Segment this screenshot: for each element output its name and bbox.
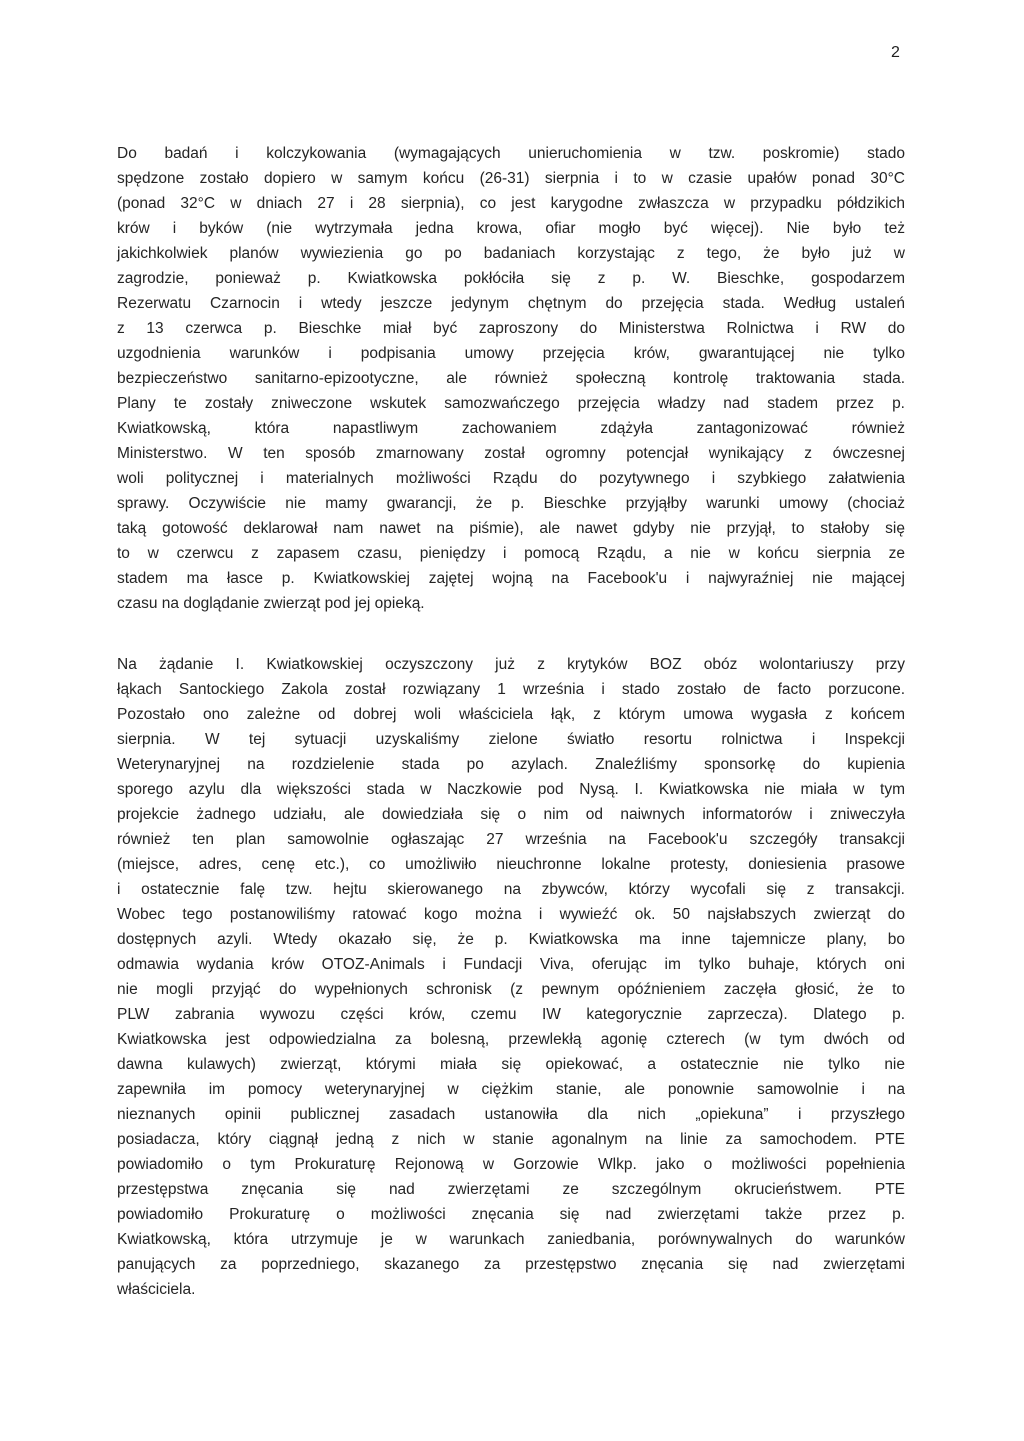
text-line: Ministerstwo. W ten sposób zmarnowany został ogromny potencjał wynikający z ówczesnej [117, 445, 905, 462]
text-line: Pozostało ono zależne od dobrej woli właściciela łąk, z którym umowa wygasła z końcem [117, 706, 905, 723]
page-number: 2 [891, 44, 901, 61]
text-line: również ten plan samowolnie ogłaszając 27 września na Facebook'u szczegóły transakcji [117, 831, 905, 848]
text-line: woli politycznej i materialnych możliwości Rządu do pozytywnego i szybkiego załatwienia [117, 470, 905, 487]
text-line: jakichkolwiek planów wywiezienia go po badaniach korzystając z tego, że było już w [117, 245, 905, 262]
text-line: sprawy. Oczywiście nie mamy gwarancji, że p. Bieschke przyjąłby warunki umowy (chociaż [117, 495, 905, 512]
text-line: i ostatecznie falę tzw. hejtu skierowanego na zbywców, którzy wycofali się z transakcji. [117, 881, 905, 898]
text-line: (ponad 32°C w dniach 27 i 28 sierpnia), co jest karygodne zwłaszcza w przypadku półdzikich [117, 195, 905, 212]
document-body [117, 141, 905, 1302]
text-line: sierpnia. W tej sytuacji uzyskaliśmy zielone światło resortu rolnictwa i Inspekcji [117, 731, 905, 748]
paragraph-2 [117, 652, 905, 1302]
text-line: odmawia wydania krów OTOZ-Animals i Fundacji Viva, oferując im tylko buhaje, których oni [117, 956, 905, 973]
text-line: powiadomiło Prokuraturę o możliwości znęcania się nad zwierzętami także przez p. [117, 1206, 905, 1223]
text-line: (miejsce, adres, cenę etc.), co umożliwiło nieuchronne lokalne protesty, doniesienia prasowe [117, 856, 905, 873]
text-line: z 13 czerwca p. Bieschke miał być zaproszony do Ministerstwa Rolnictwa i RW do [117, 320, 905, 337]
text-line: Kwiatkowska jest odpowiedzialna za bolesną, przewlekłą agonię czterech (w tym dwóch od [117, 1031, 905, 1048]
paragraph-1 [117, 141, 905, 616]
text-line: spędzone zostało dopiero w samym końcu (26-31) sierpnia i to w czasie upałów ponad 30°C [117, 170, 905, 187]
text-line: Plany te zostały zniweczone wskutek samozwańczego przejęcia władzy nad stadem przez p. [117, 395, 905, 412]
text-line: Kwiatkowską, która napastliwym zachowaniem zdążyła zantagonizować również [117, 420, 905, 437]
text-line: czasu na doglądanie zwierząt pod jej opieką. [117, 595, 425, 612]
text-line: posiadacza, który ciągnął jedną z nich w stanie agonalnym na linie za samochodem. PTE [117, 1131, 905, 1148]
text-line: nieznanych opinii publicznej zasadach ustanowiła dla nich „opiekuna” i przyszłego [117, 1106, 905, 1123]
text-line: dostępnych azyli. Wtedy okazało się, że p. Kwiatkowska ma inne tajemnicze plany, bo [117, 931, 905, 948]
text-line: łąkach Santockiego Zakola został rozwiązany 1 września i stado zostało de facto porzucone. [117, 681, 905, 698]
text-line: krów i byków (nie wytrzymała jedna krowa, ofiar mogło być więcej). Nie było też [117, 220, 905, 237]
text-line: właściciela. [117, 1281, 196, 1298]
text-line: taką gotowość deklarował nam nawet na piśmie), ale nawet gdyby nie przyjął, to stałoby się [117, 520, 905, 537]
text-line: projekcie żadnego udziału, ale dowiedziała się o nim od naiwnych informatorów i zniweczyła [117, 806, 905, 823]
text-line: stadem ma łasce p. Kwiatkowskiej zajętej wojną na Facebook'u i najwyraźniej nie mającej [117, 570, 905, 587]
text-line: sporego azylu dla większości stada w Naczkowie pod Nysą. I. Kwiatkowska nie miała w tym [117, 781, 905, 798]
text-line: uzgodnienia warunków i podpisania umowy przejęcia krów, gwarantującej nie tylko [117, 345, 905, 362]
text-line: PLW zabrania wywozu części krów, czemu IW kategorycznie zaprzecza). Dlatego p. [117, 1006, 905, 1023]
text-line: powiadomiło o tym Prokuraturę Rejonową w Gorzowie Wlkp. jako o możliwości popełnienia [117, 1156, 905, 1173]
text-line: Do badań i kolczykowania (wymagających unieruchomienia w tzw. poskromie) stado [117, 145, 905, 162]
text-line: Kwiatkowską, która utrzymuje je w warunkach zaniedbania, porównywalnych do warunków [117, 1231, 905, 1248]
text-line: nie mogli przyjąć do wypełnionych schronisk (z pewnym opóźnieniem zaczęła głosić, że to [117, 981, 905, 998]
text-line: zagrodzie, ponieważ p. Kwiatkowska pokłóciła się z p. W. Bieschke, gospodarzem [117, 270, 905, 287]
text-line: dawna kulawych) zwierząt, którymi miała się opiekować, a ostatecznie nie tylko nie [117, 1056, 905, 1073]
text-line: przestępstwa znęcania się nad zwierzętami ze szczególnym okrucieństwem. PTE [117, 1181, 905, 1198]
text-line: bezpieczeństwo sanitarno-epizootyczne, ale również społeczną kontrolę traktowania stada. [117, 370, 905, 387]
text-line: Weterynaryjnej na rozdzielenie stada po azylach. Znaleźliśmy sponsorkę do kupienia [117, 756, 905, 773]
text-line: zapewniła im pomocy weterynaryjnej w ciężkim stanie, ale ponownie samowolnie i na [117, 1081, 905, 1098]
text-line: to w czerwcu z zapasem czasu, pieniędzy i pomocą Rządu, a nie w końcu sierpnia ze [117, 545, 905, 562]
text-line: Wobec tego postanowiliśmy ratować kogo można i wywieźć ok. 50 najsłabszych zwierząt do [117, 906, 905, 923]
text-line: panujących za poprzedniego, skazanego za przestępstwo znęcania się nad zwierzętami [117, 1256, 905, 1273]
text-line: Na żądanie I. Kwiatkowskiej oczyszczony już z krytyków BOZ obóz wolontariuszy przy [117, 656, 905, 673]
text-line: Rezerwatu Czarnocin i wtedy jeszcze jedynym chętnym do przejęcia stada. Według ustaleń [117, 295, 905, 312]
